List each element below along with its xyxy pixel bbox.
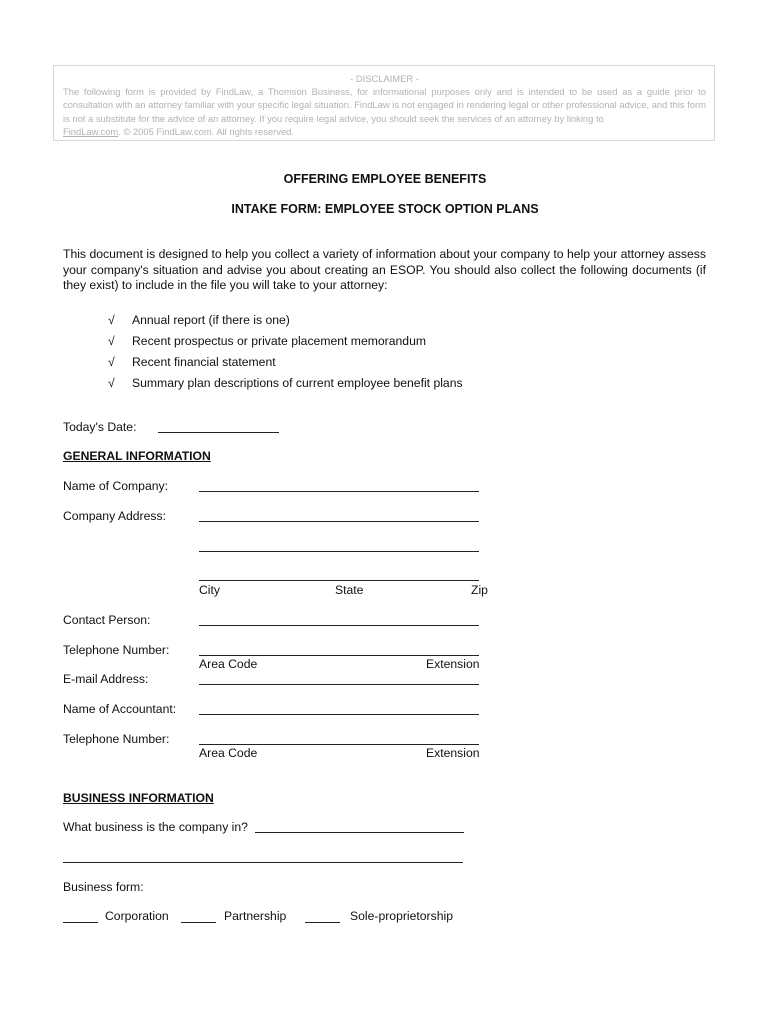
checklist-item: √ Recent prospectus or private placement memorandum [108,334,426,348]
contact-person-label: Contact Person: [63,613,151,627]
checklist-item: √ Summary plan descriptions of current employee benefit plans [108,376,463,390]
partnership-blank[interactable] [181,922,216,923]
disclaimer-box [53,65,715,141]
area-code-label: Area Code [199,746,258,760]
business-info-heading: BUSINESS INFORMATION [63,791,214,805]
check-mark-icon: √ [108,355,115,369]
city-label: City [199,583,220,597]
accountant-name-field[interactable] [199,714,479,715]
check-mark-icon: √ [108,313,115,327]
intro-paragraph: This document is designed to help you collect a variety of information about your company to help your attorney assess your company's situation and advise you about creating an ESOP. You should also collect the following documents (if they exist) to include in the file you will take to your attorney: [63,247,706,292]
company-address-line-1[interactable] [199,521,479,522]
document-subtitle: INTAKE FORM: EMPLOYEE STOCK OPTION PLANS [231,202,539,216]
disclaimer-copyright: . © 2005 FindLaw.com. All rights reserved. [118,125,294,137]
corporation-blank[interactable] [63,922,98,923]
checklist-item: √ Annual report (if there is one) [108,313,290,327]
contact-person-field[interactable] [199,625,479,626]
sole-proprietorship-blank[interactable] [305,922,340,923]
area-code-label: Area Code [199,657,258,671]
company-name-field[interactable] [199,491,479,492]
partnership-option: Partnership [224,909,287,923]
extension-label: Extension [426,746,480,760]
telephone-label: Telephone Number: [63,643,170,657]
corporation-option: Corporation [105,909,169,923]
extension-label: Extension [426,657,480,671]
disclaimer-title: - DISCLAIMER - [350,73,419,84]
business-form-label: Business form: [63,880,144,894]
sole-proprietorship-option: Sole-proprietorship [350,909,453,923]
accountant-name-label: Name of Accountant: [63,702,177,716]
business-question-label: What business is the company in? [63,820,248,834]
business-question-field[interactable] [255,832,464,833]
document-title: OFFERING EMPLOYEE BENEFITS [283,172,487,186]
disclaimer-footer [63,125,706,138]
company-address-line-3[interactable] [199,580,479,581]
general-info-heading: GENERAL INFORMATION [63,449,211,463]
state-label: State [335,583,364,597]
accountant-telephone-field[interactable] [199,744,479,745]
findlaw-link[interactable]: FindLaw.com [63,125,119,137]
email-field[interactable] [199,684,479,685]
zip-label: Zip [471,583,488,597]
todays-date-field[interactable] [158,432,279,433]
check-mark-icon: √ [108,376,115,390]
business-question-field-line-2[interactable] [63,862,463,863]
telephone-field[interactable] [199,655,479,656]
company-name-label: Name of Company: [63,479,168,493]
disclaimer-text: The following form is provided by FindLaw, a Thomson Business, for informational purposes only and is intended to be used as a guide prior to consultation with an attorney familiar with your specific legal situation. FindLaw is not engaged in rendering legal or other professional advice, and this form is not a substitute for the advice of an attorney. If you require legal advice, you should seek the services of an attorney by linking to [63,86,706,124]
document-checklist [108,312,463,396]
check-mark-icon: √ [108,334,115,348]
todays-date-label: Today's Date: [63,420,137,434]
company-address-line-2[interactable] [199,551,479,552]
company-address-label: Company Address: [63,509,166,523]
accountant-telephone-label: Telephone Number: [63,732,170,746]
email-label: E-mail Address: [63,672,149,686]
checklist-item: √ Recent financial statement [108,355,276,369]
